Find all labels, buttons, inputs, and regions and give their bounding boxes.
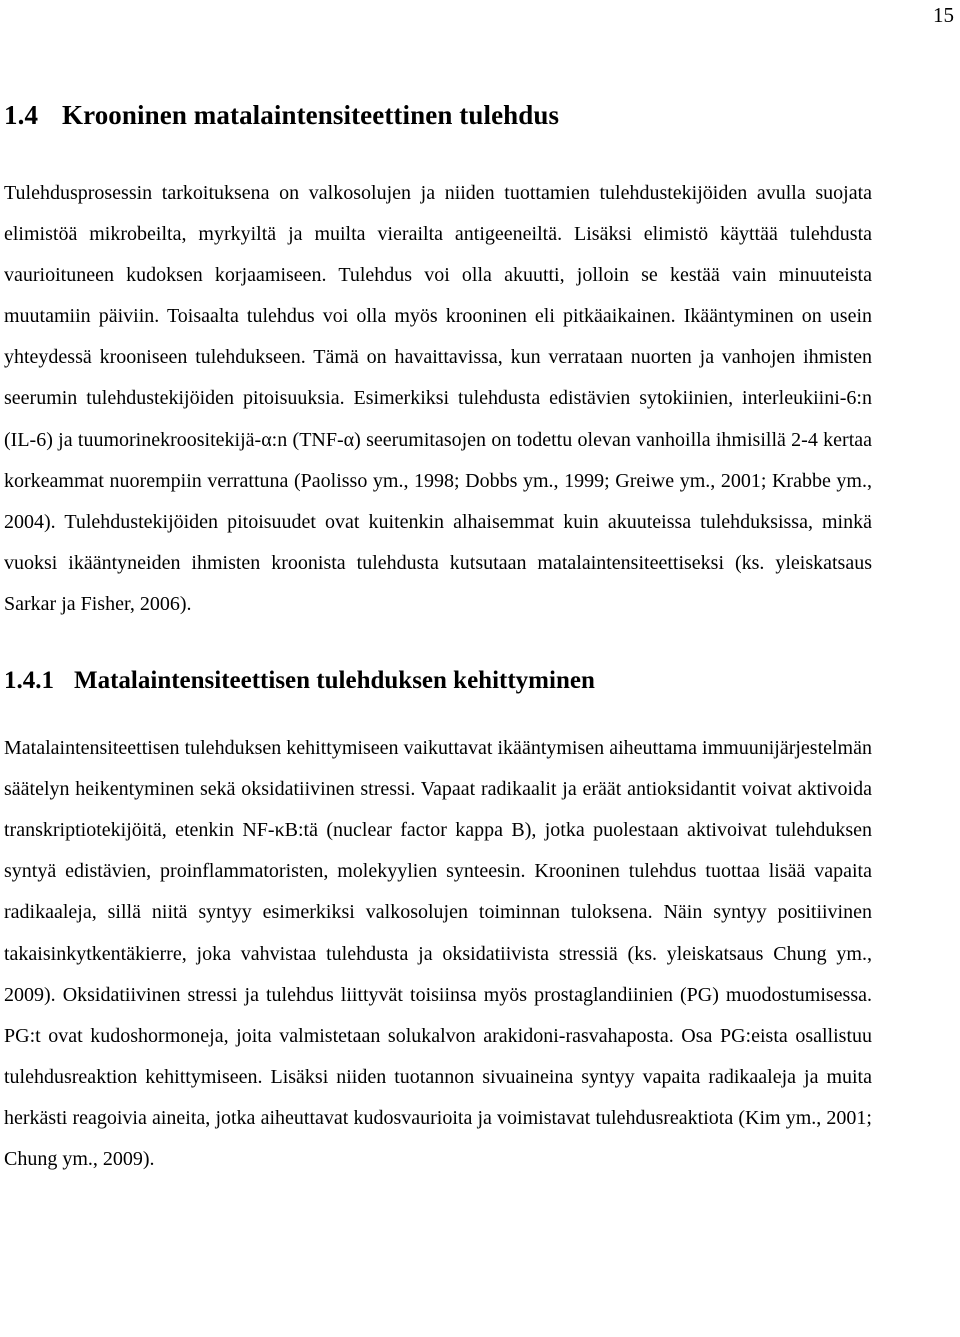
section-paragraph: Tulehdusprosessin tarkoituksena on valkosolujen ja niiden tuottamien tulehdustekijöiden avulla suojata elimistöä mikrobeilta, myrkyiltä ja muilta vierailta antigeeneiltä. Lisäksi elimistö käyttää tulehdusta vaurioituneen kudoksen korjaamiseen. Tulehdus voi olla akuutti, jolloin se kestää vain minuuteista muutamiin päiviin. Toisaalta tulehdus voi olla myös krooninen eli pitkäaikainen. Ikääntyminen on usein yhteydessä krooniseen tulehdukseen. Tämä on havaittavissa, kun verrataan nuorten ja vanhojen ihmisten seerumin tulehdustekijöiden pitoisuuksia. Esimerkiksi tulehdusta edistävien sytokiinien, interleukiini-6:n (IL-6) ja tuumorinekroositekijä-α:n (TNF-α) seerumitasojen on todettu olevan vanhoilla ihmisillä 2-4 kertaa korkeammat nuorempiin verrattuna (Paolisso ym., 1998; Dobbs ym., 1999; Greiwe ym., 2001; Krabbe ym., 2004). Tulehdustekijöiden pitoisuudet ovat kuitenkin alhaisemmat kuin akuuteissa tulehduksissa, minkä vuoksi ikääntyneiden ihmisten kroonista tulehdusta kutsutaan matalaintensiteettiseksi (ks. yleiskatsaus Sarkar ja Fisher, 2006). xyxy=(4,182,872,615)
section-number: 1.4 xyxy=(4,100,39,130)
page-number: 15 xyxy=(933,3,954,27)
subsection-heading xyxy=(4,663,872,699)
subsection-block xyxy=(4,663,872,699)
subsection-title: Matalaintensiteettisen tulehduksen kehittyminen xyxy=(74,667,595,695)
section-title: Krooninen matalaintensiteettinen tulehdus xyxy=(62,100,560,130)
subsection-number: 1.4.1 xyxy=(4,667,54,695)
section-heading xyxy=(4,96,872,134)
page-content xyxy=(4,96,872,1180)
subsection-paragraph: Matalaintensiteettisen tulehduksen kehittymiseen vaikuttavat ikääntymisen aiheuttama immuunijärjestelmän säätelyn heikentyminen sekä oksidatiivinen stressi. Vapaat radikaalit ja eräät antioksidantit voivat aktivoida transkriptiotekijöitä, etenkin NF-κB:tä (nuclear factor kappa B), jotka puolestaan aktivoivat tulehduksen syntyä edistävien, proinflammatoristen, molekyylien synteesin. Krooninen tulehdus tuottaa lisää vapaita radikaaleja, sillä niitä syntyy esimerkiksi valkosolujen toiminnan tuloksena. Näin syntyy positiivinen takaisinkytkentäkierre, joka vahvistaa tulehdusta ja oksidatiivista stressiä (ks. yleiskatsaus Chung ym., 2009). Oksidatiivinen stressi ja tulehdus liittyvät toisiinsa myös prostaglandiinien (PG) muodostumisessa. PG:t ovat kudoshormoneja, joita valmistetaan solukalvon arakidoni-rasvahaposta. Osa PG:eista osallistuu tulehdusreaktion kehittymiseen. Lisäksi niiden tuotannon sivuaineina syntyy vapaita radikaaleja ja muita herkästi reagoivia aineita, jotka aiheuttavat kudosvaurioita ja voimistavat tulehdusreaktiota (Kim ym., 2001; Chung ym., 2009). xyxy=(4,737,872,1170)
